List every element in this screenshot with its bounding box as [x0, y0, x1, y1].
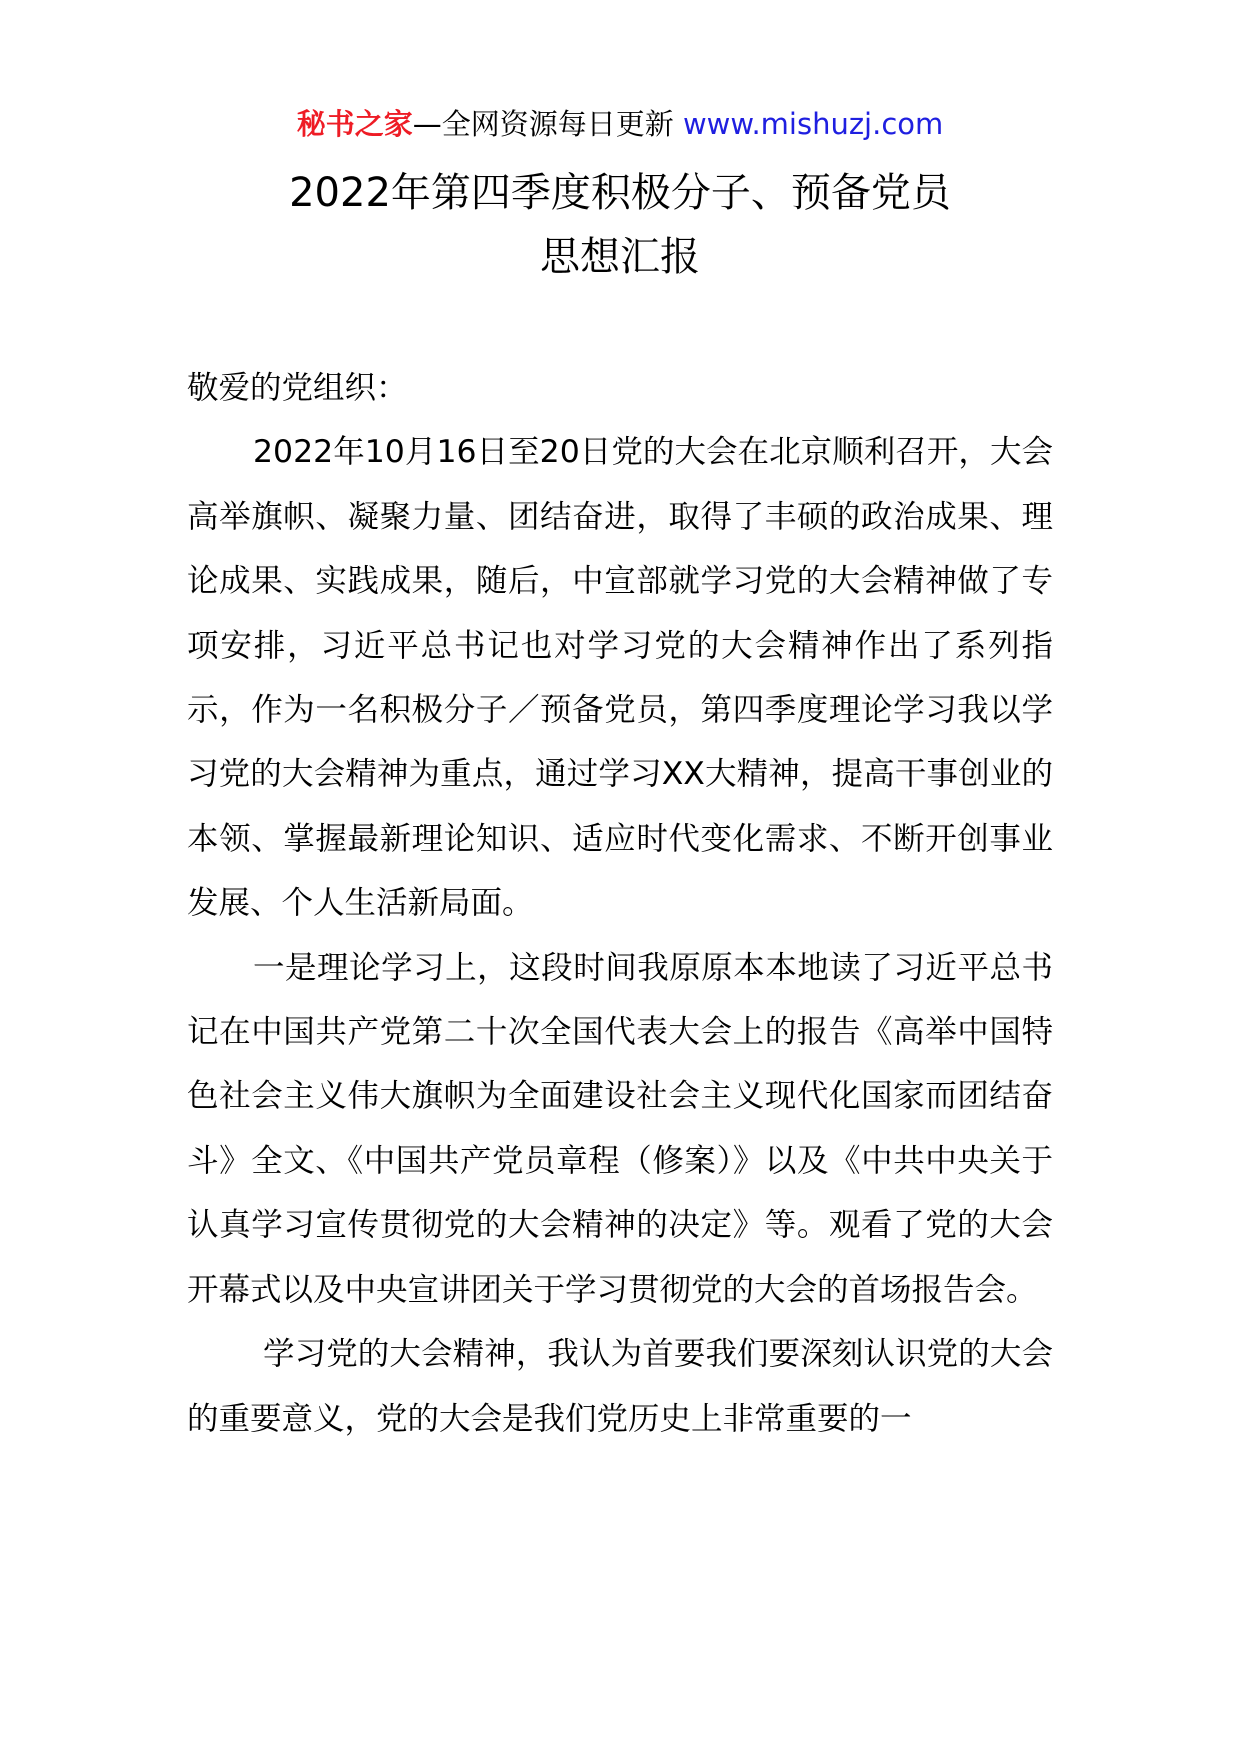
paragraph-2: 一是理论学习上，这段时间我原原本本地读了习近平总书记在中国共产党第二十次全国代表大会上的报告《高举中国特色社会主义伟大旗帜为全面建设社会主义现代化国家而团结奋斗》全文、《中国共产党员章程（修案）》以及《中共中央关于认真学习宣传贯彻党的大会精神的决定》等。观看了党的大会开幕式以及中央宣讲团关于学习贯彻党的大会的首场报告会。	[187, 949, 1053, 1308]
site-header	[0, 100, 1240, 148]
site-url-link[interactable]: www.mishuzj.com	[682, 107, 944, 141]
title-line-1: 2022年第四季度积极分子、预备党员	[289, 170, 951, 216]
paragraph-1: 2022年10月16日至20日党的大会在北京顺利召开，大会高举旗帜、凝聚力量、团结奋进，取得了丰硕的政治成果、理论成果、实践成果，随后，中宣部就学习党的大会精神做了专项安排，习近平总书记也对学习党的大会精神作出了系列指示，作为一名积极分子／预备党员，第四季度理论学习我以学习党的大会精神为重点，通过学习XX大精神，提高干事创业的本领、掌握最新理论知识、适应时代变化需求、不断开创事业发展、个人生活新局面。	[187, 434, 1053, 922]
document-body	[187, 356, 1053, 1451]
brand-name: 秘书之家	[296, 107, 413, 141]
salutation: 敬爱的党组织：	[187, 370, 408, 406]
title-line-2: 思想汇报	[540, 234, 700, 280]
document-title	[0, 161, 1240, 289]
header-tagline: —全网资源每日更新	[412, 107, 683, 141]
paragraph-3: 学习党的大会精神，我认为首要我们要深刻认识党的大会的重要意义，党的大会是我们党历史上非常重要的一	[187, 1336, 1053, 1437]
